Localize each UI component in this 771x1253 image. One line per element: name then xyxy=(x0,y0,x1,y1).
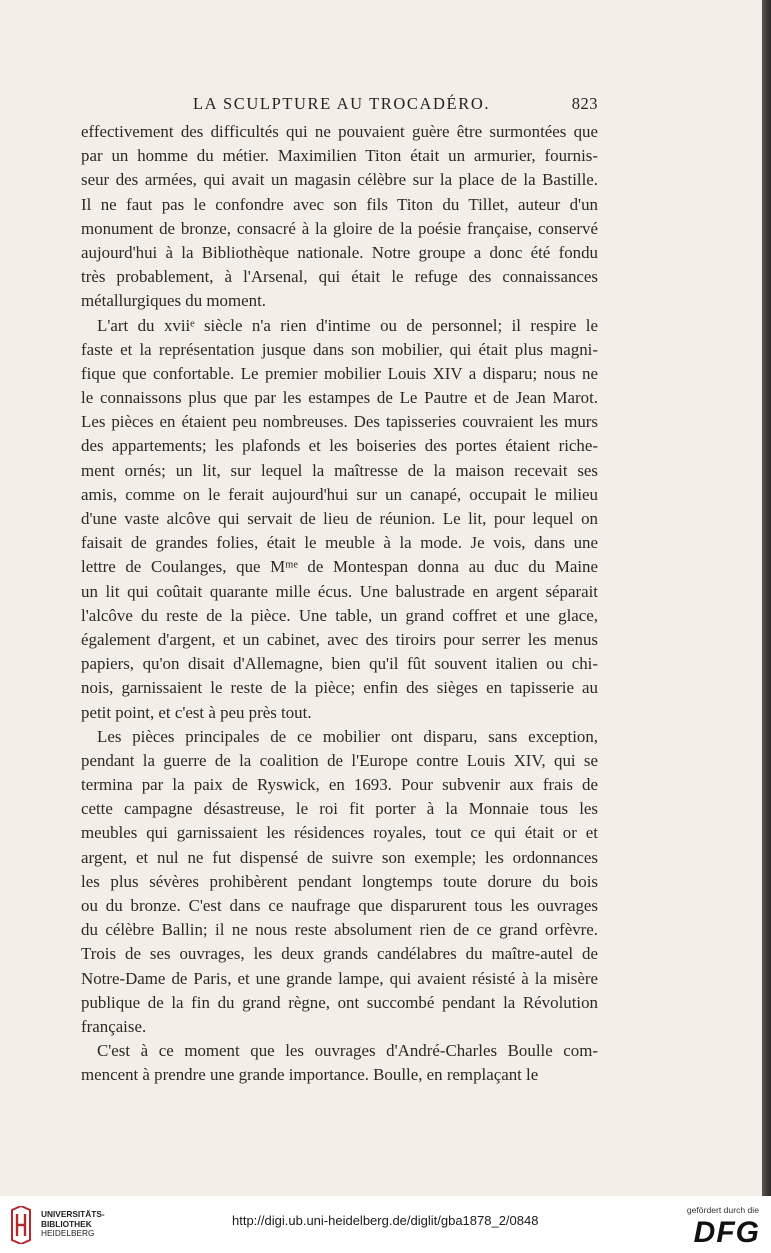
permalink-url[interactable]: http://digi.ub.uni-heidelberg.de/diglit/gba1878_2/0848 xyxy=(232,1213,539,1228)
text-line: Les pièces principales de ce mobilier ont disparu, sans exception, xyxy=(97,726,598,746)
text-line: faste et la représentation jusque dans son mobilier, qui était plus magni- xyxy=(81,339,598,359)
text-line: Les pièces en étaient peu nombreuses. Des tapisseries couvraient les murs xyxy=(81,412,598,432)
text-line: seur des armées, qui avait un magasin célèbre sur la place de la Bastille. xyxy=(81,170,598,190)
text-line: très probablement, à l'Arsenal, qui était le refuge des connaissances xyxy=(81,267,598,287)
running-title: LA SCULPTURE AU TROCADÉRO. xyxy=(193,94,491,113)
text-line: argent, et nul ne fut dispensé de suivre son exemple; les ordonnances xyxy=(81,847,598,867)
text-line: Il ne faut pas le confondre avec son fils Titon du Tillet, auteur d'un xyxy=(81,194,598,214)
text-line: C'est à ce moment que les ouvrages d'André-Charles Boulle com- xyxy=(97,1041,598,1061)
text-line: monument de bronze, consacré à la gloire de la poésie française, conservé xyxy=(81,218,598,238)
text-line: nois, garnissaient le reste de la pièce; enfin des sièges en tapisserie au xyxy=(81,678,598,698)
dfg-logo: DFG xyxy=(693,1216,760,1249)
text-line: effectivement des difficultés qui ne pouvaient guère être surmontées que xyxy=(81,122,598,141)
library-name xyxy=(41,1210,105,1239)
book-spine-edge xyxy=(762,0,771,1196)
running-head xyxy=(80,94,598,114)
text-line: des appartements; les plafonds et les boiseries des portes étaient riche- xyxy=(81,436,598,456)
text-line: ou du bronze. C'est dans ce naufrage que disparurent tous les ouvrages xyxy=(81,896,598,915)
library-name-line3: HEIDELBERG xyxy=(41,1228,95,1238)
text-line: aujourd'hui à la Bibliothèque nationale. Notre groupe a donc été fondu xyxy=(81,242,598,262)
text-line: les plus sévères prohibèrent pendant longtemps toute dorure du bois xyxy=(81,871,598,891)
text-line: amis, comme on le ferait aujourd'hui sur un canapé, occupait le milieu xyxy=(81,484,598,504)
text-line: meubles qui garnissaient les résidences royales, tout ce qui était or et xyxy=(81,823,598,843)
text-line: également d'argent, et un cabinet, avec des tiroirs pour serrer les menus xyxy=(81,629,598,649)
text-line: papiers, qu'on disait d'Allemagne, bien qu'il fût souvent italien ou chi- xyxy=(81,654,598,674)
text-line: L'art du xviiᵉ siècle n'a rien d'intime ou de personnel; il respire le xyxy=(97,315,598,335)
body-text xyxy=(81,120,598,1088)
page-number: 823 xyxy=(571,94,598,113)
text-line: Trois de ses ouvrages, les deux grands candélabres du maître-autel de xyxy=(81,944,598,964)
paragraph xyxy=(81,725,598,1039)
text-line: cette campagne désastreuse, le roi fit porter à la Monnaie tous les xyxy=(81,799,598,819)
text-line: pendant la guerre de la coalition de l'Europe contre Louis XIV, qui se xyxy=(81,750,598,770)
text-line: ment ornés; un lit, sur lequel la maîtresse de la maison recevait ses xyxy=(81,460,598,480)
text-line: fique que confortable. Le premier mobilier Louis XIV a disparu; nous ne xyxy=(81,363,598,383)
text-line: Notre-Dame de Paris, et une grande lampe, qui avaient résisté à la misère xyxy=(81,968,598,988)
library-name-line1: UNIVERSITÄTS- xyxy=(41,1209,105,1219)
text-line: d'une vaste alcôve qui servait de lieu de réunion. Le lit, pour lequel on xyxy=(81,509,598,528)
text-line: un lit qui coûtait quarante mille écus. Une balustrade en argent séparait xyxy=(81,581,598,601)
text-line: faisait de grandes folies, était le meuble à la mode. Je vois, dans une xyxy=(81,533,598,553)
text-line: lettre de Coulanges, que Mᵐᵉ de Montespan donna au duc du Maine xyxy=(81,557,598,577)
viewer-footer xyxy=(0,1196,771,1253)
university-library-logo-icon xyxy=(8,1206,34,1244)
paragraph xyxy=(81,1039,598,1087)
text-line: mencent à prendre une grande importance. Boulle, en remplaçant le xyxy=(81,1065,539,1085)
text-line: le connaissons plus que par les estampes de Le Pautre et de Jean Marot. xyxy=(81,388,598,408)
library-name-line2: BIBLIOTHEK xyxy=(41,1218,92,1229)
funded-by-label: gefördert durch die xyxy=(686,1205,759,1215)
text-line: publique de la fin du grand règne, ont succombé pendant la Révolution xyxy=(81,992,598,1012)
paragraph xyxy=(81,120,598,314)
text-line: du célèbre Ballin; il ne nous reste absolument rien de ce grand orfèvre. xyxy=(81,920,598,940)
text-line: petit point, et c'est à peu près tout. xyxy=(81,702,312,722)
text-line: par un homme du métier. Maximilien Titon était un armurier, fournis- xyxy=(81,146,598,166)
text-line: l'alcôve du reste de la pièce. Une table, un grand coffret et une glace, xyxy=(81,605,598,625)
paragraph xyxy=(81,314,598,725)
text-line: française. xyxy=(81,1016,147,1036)
text-line: termina par la paix de Ryswick, en 1693. Pour subvenir aux frais de xyxy=(81,775,598,795)
text-line: métallurgiques du moment. xyxy=(81,291,266,311)
